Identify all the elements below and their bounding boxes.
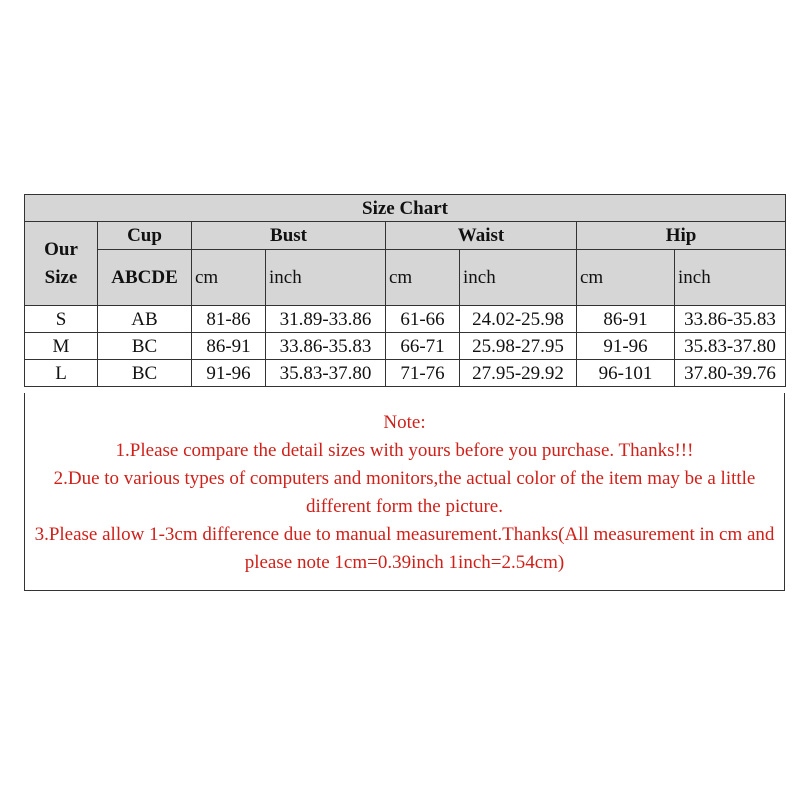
our-size-header: Our Size [25,222,98,306]
note-line-2: 2.Due to various types of computers and monitors,the actual color of the item may be a little different form the picture. [53,468,756,517]
size-chart [24,194,785,387]
cup-sub-header: ABCDE [98,250,192,306]
note-heading: Note: [383,412,426,433]
size-cell: S [25,306,98,333]
cup-cell: BC [98,333,192,360]
note-line-3: 3.Please allow 1-3cm difference due to manual measurement.Thanks(All measurement in cm and please note 1cm=0.39inch 1inch=2.54cm) [34,524,775,573]
bust-cm-header: cm [192,250,266,306]
hip-inch-cell: 35.83-37.80 [675,333,786,360]
note-box [24,393,785,591]
hip-inch-cell: 37.80-39.76 [675,360,786,387]
bust-cm-cell: 81-86 [192,306,266,333]
hip-cm-cell: 96-101 [577,360,675,387]
bust-inch-header: inch [266,250,386,306]
cup-header: Cup [98,222,192,250]
waist-cm-cell: 61-66 [386,306,460,333]
table-row [25,333,786,360]
bust-header: Bust [192,222,386,250]
cup-cell: BC [98,360,192,387]
waist-cm-header: cm [386,250,460,306]
size-cell: M [25,333,98,360]
hip-cm-cell: 86-91 [577,306,675,333]
hip-inch-header: inch [675,250,786,306]
table-row [25,360,786,387]
hip-inch-cell: 33.86-35.83 [675,306,786,333]
waist-inch-cell: 24.02-25.98 [460,306,577,333]
table-title: Size Chart [25,195,786,222]
table-row [25,306,786,333]
hip-cm-header: cm [577,250,675,306]
waist-cm-cell: 71-76 [386,360,460,387]
hip-header: Hip [577,222,786,250]
waist-inch-header: inch [460,250,577,306]
waist-inch-cell: 25.98-27.95 [460,333,577,360]
waist-inch-cell: 27.95-29.92 [460,360,577,387]
size-chart-table [24,194,786,387]
bust-inch-cell: 31.89-33.86 [266,306,386,333]
bust-inch-cell: 35.83-37.80 [266,360,386,387]
hip-cm-cell: 91-96 [577,333,675,360]
bust-cm-cell: 86-91 [192,333,266,360]
waist-cm-cell: 66-71 [386,333,460,360]
bust-cm-cell: 91-96 [192,360,266,387]
note-line-1: 1.Please compare the detail sizes with yours before you purchase. Thanks!!! [115,440,694,461]
waist-header: Waist [386,222,577,250]
size-cell: L [25,360,98,387]
bust-inch-cell: 33.86-35.83 [266,333,386,360]
cup-cell: AB [98,306,192,333]
